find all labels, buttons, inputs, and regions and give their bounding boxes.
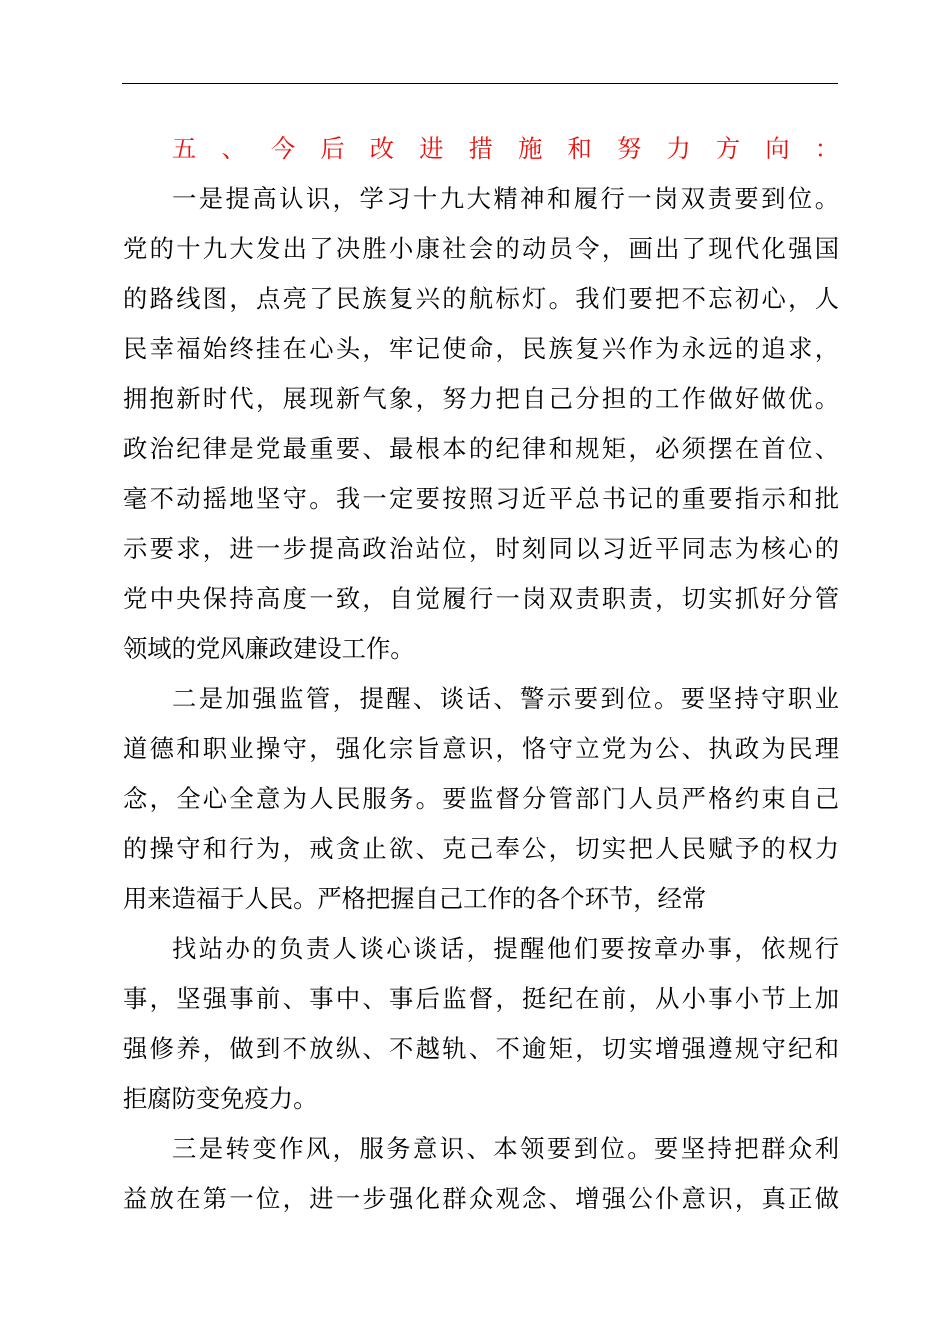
header-rule	[122, 83, 838, 84]
text-line: 找站办的负责人谈心谈话，提醒他们要按章办事，依规行	[172, 934, 839, 963]
text-line: 道德和职业操守，强化宗旨意识，恪守立党为公、执政为民理	[123, 734, 839, 763]
text-line: 党中央保持高度一致，自觉履行一岗双责职责，切实抓好分管	[123, 584, 839, 613]
text-line: 的路线图，点亮了民族复兴的航标灯。我们要把不忘初心，人	[123, 284, 839, 313]
text-line: 民幸福始终挂在心头，牢记使命，民族复兴作为永远的追求，	[123, 334, 839, 363]
section-heading: 五、今后改进措施和努力方向：	[172, 134, 839, 163]
text-line: 益放在第一位，进一步强化群众观念、增强公仆意识，真正做	[123, 1184, 839, 1213]
text-line: 事，坚强事前、事中、事后监督，挺纪在前，从小事小节上加	[123, 984, 839, 1013]
text-line: 毫不动摇地坚守。我一定要按照习近平总书记的重要指示和批	[123, 484, 839, 513]
text-line: 念，全心全意为人民服务。要监督分管部门人员严格约束自己	[123, 784, 839, 813]
text-line: 二是加强监管，提醒、谈话、警示要到位。要坚持守职业	[172, 684, 839, 713]
text-line: 用来造福于人民。严格把握自己工作的各个环节，经常	[123, 884, 707, 913]
text-line: 三是转变作风，服务意识、本领要到位。要坚持把群众利	[172, 1134, 839, 1163]
document-body	[123, 124, 839, 1224]
text-line: 拥抱新时代，展现新气象，努力把自己分担的工作做好做优。	[123, 384, 839, 413]
text-line: 拒腐防变免疫力。	[123, 1084, 318, 1113]
text-line: 政治纪律是党最重要、最根本的纪律和规矩，必须摆在首位、	[123, 434, 839, 463]
text-line: 示要求，进一步提高政治站位，时刻同以习近平同志为核心的	[123, 534, 839, 563]
text-line: 的操守和行为，戒贪止欲、克己奉公，切实把人民赋予的权力	[123, 834, 839, 863]
text-line: 党的十九大发出了决胜小康社会的动员令，画出了现代化强国	[123, 234, 839, 263]
text-line: 强修养，做到不放纵、不越轨、不逾矩，切实增强遵规守纪和	[123, 1034, 839, 1063]
text-line: 一是提高认识，学习十九大精神和履行一岗双责要到位。	[172, 184, 839, 213]
text-line: 领域的党风廉政建设工作。	[123, 634, 415, 663]
